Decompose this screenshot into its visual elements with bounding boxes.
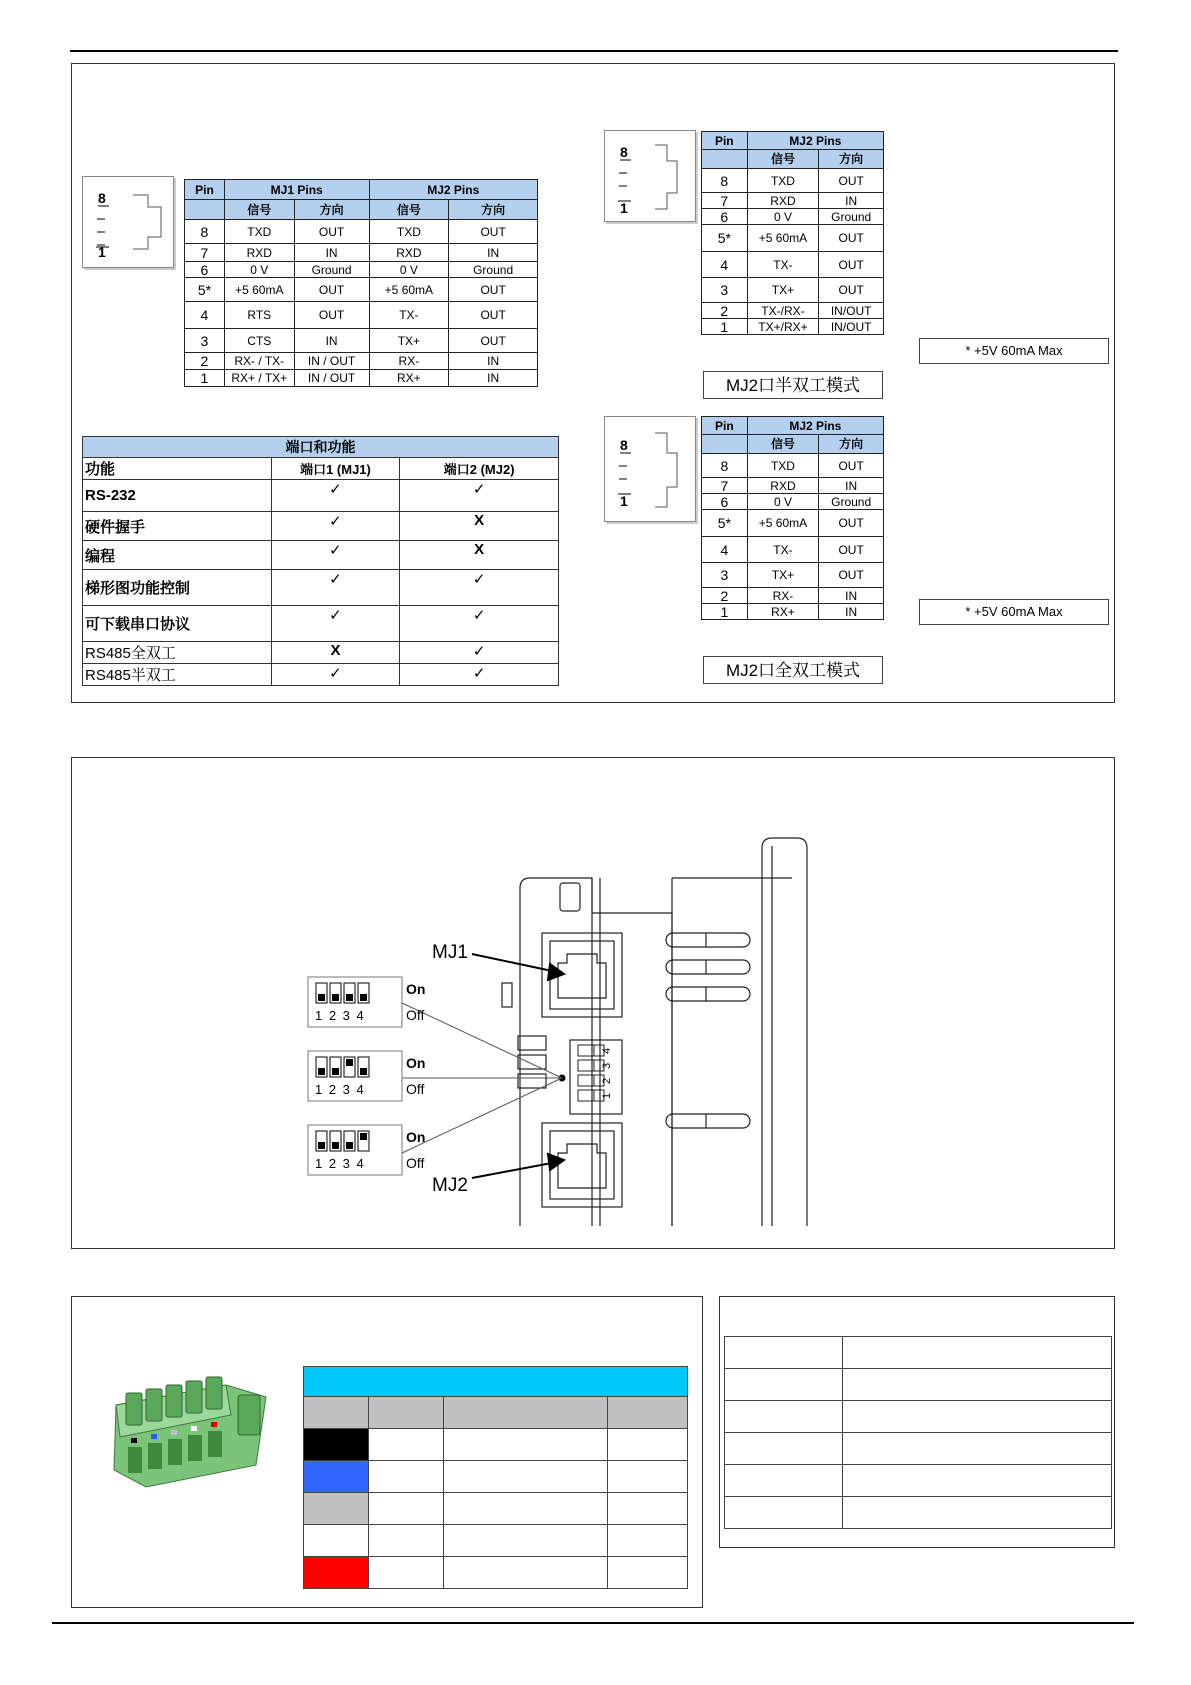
dip-switch-numbers: 1 2 3 4	[315, 1008, 366, 1023]
pin-number: 4	[702, 537, 748, 563]
mj2-signal: TX-	[369, 302, 449, 329]
half-duplex-mode-label: MJ2口半双工模式	[703, 371, 883, 399]
mj2-signal: TXD	[747, 169, 819, 193]
hdr-signal: 信号	[747, 150, 819, 169]
mj2-signal: TX+/RX+	[747, 319, 819, 335]
mj2-direction: OUT	[819, 225, 884, 252]
hdr-signal: 信号	[224, 200, 294, 220]
dip-switch-1	[308, 977, 425, 1027]
port1-support: ✓	[271, 570, 400, 606]
jack-pin-top-label: 8	[620, 437, 628, 453]
pin-row	[702, 225, 884, 252]
pin-row	[185, 302, 538, 329]
terminal-block-image	[106, 1375, 276, 1495]
pin-row	[702, 510, 884, 537]
mj1-direction: IN / OUT	[294, 353, 369, 370]
wire-color-swatch	[304, 1493, 369, 1525]
pin-number: 8	[185, 220, 225, 244]
mj1-signal: 0 V	[224, 262, 294, 278]
dip-onboard-num-2: 2	[601, 1077, 613, 1084]
wire-color-swatch	[304, 1525, 369, 1557]
function-name: 可下载串口协议	[83, 606, 272, 642]
port1-support: ✓	[271, 480, 400, 512]
pin-number: 1	[702, 604, 748, 620]
pin-number: 6	[702, 494, 748, 510]
full-duplex-mode-label: MJ2口全双工模式	[703, 656, 883, 684]
mj2-direction: IN	[819, 588, 884, 604]
pin-number: 2	[702, 588, 748, 604]
mj1-direction: IN	[294, 244, 369, 262]
mj2-arrow-label: MJ2	[432, 1175, 468, 1196]
mj2-signal: RX-	[747, 588, 819, 604]
hdr-direction: 方向	[819, 150, 884, 169]
wire-color-table	[303, 1366, 688, 1589]
pin-number: 3	[185, 329, 225, 353]
hdr-pin: Pin	[702, 132, 748, 150]
mj2-direction: IN/OUT	[819, 319, 884, 335]
wire-row	[304, 1525, 688, 1557]
mj2-signal: RXD	[747, 478, 819, 494]
mj1-direction: IN	[294, 329, 369, 353]
mj2-signal: RXD	[747, 193, 819, 209]
mj1-direction: OUT	[294, 278, 369, 302]
hdr-mj2-pins: MJ2 Pins	[369, 180, 538, 200]
mj2-signal: RX-	[369, 353, 449, 370]
dip-switch-diagram	[72, 758, 1113, 1247]
pin-number: 5*	[702, 510, 748, 537]
hdr-pin: Pin	[702, 417, 748, 435]
mj2-direction: Ground	[449, 262, 538, 278]
mj1-direction: Ground	[294, 262, 369, 278]
pin-row	[702, 303, 884, 319]
mj2-signal: 0 V	[369, 262, 449, 278]
mj2-signal: 0 V	[747, 494, 819, 510]
wire-color-swatch	[304, 1461, 369, 1493]
mj2-signal: TX-	[747, 252, 819, 278]
dip-onboard-num-1: 1	[601, 1092, 613, 1099]
jack-pin-top-label: 8	[98, 190, 106, 206]
port1-support: X	[271, 642, 400, 664]
mj1-direction: IN / OUT	[294, 370, 369, 387]
pin-number: 8	[702, 169, 748, 193]
mj2-direction: OUT	[449, 302, 538, 329]
hdr-direction: 方向	[294, 200, 369, 220]
mj2-direction: IN	[449, 353, 538, 370]
function-name: 梯形图功能控制	[83, 570, 272, 606]
pin-number: 5*	[702, 225, 748, 252]
mj2-direction: IN	[449, 244, 538, 262]
wire-color-swatch	[304, 1429, 369, 1461]
function-name: RS485全双工	[83, 642, 272, 664]
mj2-direction: OUT	[819, 537, 884, 563]
dip-onboard-num-4: 4	[601, 1047, 613, 1054]
off-label: Off	[406, 1007, 425, 1023]
mj2-signal: RX+	[369, 370, 449, 387]
mj2-direction: OUT	[819, 510, 884, 537]
mj2-direction: OUT	[449, 278, 538, 302]
mj2-direction: IN	[819, 478, 884, 494]
mj1-signal: RXD	[224, 244, 294, 262]
pin-row	[702, 193, 884, 209]
hdr-signal: 信号	[747, 435, 819, 454]
wire-table-header	[304, 1367, 688, 1397]
mj2-signal: TX-/RX-	[747, 303, 819, 319]
pin-number: 6	[702, 209, 748, 225]
terminal-wiring-panel	[71, 1296, 703, 1608]
mj2-signal: TX+	[747, 563, 819, 588]
port1-support: ✓	[271, 606, 400, 642]
pin-row	[702, 604, 884, 620]
pin-number: 4	[702, 252, 748, 278]
func-table-title: 端口和功能	[83, 437, 559, 458]
port1-support: ✓	[271, 664, 400, 686]
full-duplex-max-note: * +5V 60mA Max	[919, 599, 1109, 625]
port2-support: ✓	[400, 606, 559, 642]
jack-pin-top-label: 8	[620, 144, 628, 160]
function-row	[83, 512, 559, 541]
pin-row	[185, 329, 538, 353]
function-row	[83, 664, 559, 686]
pin-row	[702, 454, 884, 478]
function-row	[83, 570, 559, 606]
pin-row	[185, 278, 538, 302]
mj1-direction: OUT	[294, 302, 369, 329]
hdr-mj2-pins: MJ2 Pins	[747, 417, 883, 435]
pin-row	[702, 563, 884, 588]
mj1-signal: RX- / TX-	[224, 353, 294, 370]
wire-row	[304, 1557, 688, 1589]
mj1-direction: OUT	[294, 220, 369, 244]
pin-number: 7	[702, 478, 748, 494]
hdr-direction: 方向	[819, 435, 884, 454]
hdr-pin: Pin	[185, 180, 225, 200]
pin-number: 1	[702, 319, 748, 335]
rj45-jack-full	[604, 416, 696, 522]
port2-support: ✓	[400, 664, 559, 686]
function-name: 编程	[83, 541, 272, 570]
function-row	[83, 480, 559, 512]
pin-number: 3	[702, 278, 748, 303]
pin-number: 3	[702, 563, 748, 588]
dip-switch-panel	[71, 757, 1115, 1249]
pin-number: 7	[702, 193, 748, 209]
mj1-signal: +5 60mA	[224, 278, 294, 302]
pin-row	[185, 353, 538, 370]
dip-switch-2	[308, 1051, 425, 1101]
mj1-signal: CTS	[224, 329, 294, 353]
pin-number: 4	[185, 302, 225, 329]
mj2-direction: OUT	[819, 563, 884, 588]
mj2-signal: +5 60mA	[369, 278, 449, 302]
pin-number: 6	[185, 262, 225, 278]
dip-onboard-num-3: 3	[601, 1062, 613, 1069]
mj2-signal: TXD	[747, 454, 819, 478]
mj2-signal: TX-	[747, 537, 819, 563]
mj1-mj2-pin-table	[184, 179, 538, 387]
rj45-jack-half	[604, 130, 696, 222]
mj2-signal: TX+	[369, 329, 449, 353]
pin-row	[185, 262, 538, 278]
empty-grid-panel	[719, 1296, 1115, 1548]
pin-number: 2	[702, 303, 748, 319]
pin-row	[702, 494, 884, 510]
mj2-signal: RX+	[747, 604, 819, 620]
jack-pin-bottom-label: 1	[620, 200, 628, 216]
mj1-signal: RX+ / TX+	[224, 370, 294, 387]
pin-row	[702, 537, 884, 563]
col-function: 功能	[83, 458, 272, 480]
mj1-arrow-label: MJ1	[432, 942, 468, 963]
pin-number: 7	[185, 244, 225, 262]
pin-row	[702, 478, 884, 494]
hdr-mj2-pins: MJ2 Pins	[747, 132, 883, 150]
off-label: Off	[406, 1155, 425, 1171]
function-name: RS485半双工	[83, 664, 272, 686]
pin-row	[702, 169, 884, 193]
port-function-table	[82, 436, 559, 686]
on-label: On	[406, 981, 426, 997]
col-port2: 端口2 (MJ2)	[400, 458, 559, 480]
mj2-signal: 0 V	[747, 209, 819, 225]
mj1-signal: TXD	[224, 220, 294, 244]
header-rule	[70, 50, 1118, 52]
jack-pin-bottom-label: 1	[620, 493, 628, 509]
dip-switch-numbers: 1 2 3 4	[315, 1156, 366, 1171]
mj2-direction: Ground	[819, 209, 884, 225]
function-name: RS-232	[83, 480, 272, 512]
on-label: On	[406, 1129, 426, 1145]
mj2-half-duplex-table	[701, 131, 884, 335]
mj2-direction: OUT	[819, 252, 884, 278]
hdr-mj1-pins: MJ1 Pins	[224, 180, 369, 200]
pin-number: 1	[185, 370, 225, 387]
wire-row	[304, 1493, 688, 1525]
pin-row	[702, 319, 884, 335]
mj2-direction: IN	[449, 370, 538, 387]
wire-color-swatch	[304, 1557, 369, 1589]
mj2-signal: +5 60mA	[747, 225, 819, 252]
half-duplex-max-note: * +5V 60mA Max	[919, 338, 1109, 364]
pin-row	[185, 370, 538, 387]
col-port1: 端口1 (MJ1)	[271, 458, 400, 480]
function-row	[83, 606, 559, 642]
on-label: On	[406, 1055, 426, 1071]
mj2-direction: IN	[819, 604, 884, 620]
pin-row	[702, 209, 884, 225]
pin-row	[185, 220, 538, 244]
hdr-direction: 方向	[449, 200, 538, 220]
port2-support: ✓	[400, 480, 559, 512]
port2-support: X	[400, 512, 559, 541]
pin-number: 5*	[185, 278, 225, 302]
mj2-direction: OUT	[819, 169, 884, 193]
pin-number: 2	[185, 353, 225, 370]
mj2-direction: IN	[819, 193, 884, 209]
pin-row	[185, 244, 538, 262]
wire-row	[304, 1461, 688, 1493]
mj2-direction: OUT	[819, 278, 884, 303]
mj2-signal: TX+	[747, 278, 819, 303]
hdr-signal: 信号	[369, 200, 449, 220]
port2-support: ✓	[400, 642, 559, 664]
port1-support: ✓	[271, 541, 400, 570]
function-row	[83, 541, 559, 570]
wire-row	[304, 1429, 688, 1461]
pin-row	[702, 252, 884, 278]
pin-row	[702, 278, 884, 303]
jack-pin-bottom-label: 1	[98, 244, 106, 260]
footer-rule	[52, 1622, 1134, 1624]
mj2-signal: +5 60mA	[747, 510, 819, 537]
mj1-signal: RTS	[224, 302, 294, 329]
rj45-jack-mj	[82, 176, 174, 268]
mj2-full-duplex-table	[701, 416, 884, 620]
mj2-direction: OUT	[449, 329, 538, 353]
port1-support: ✓	[271, 512, 400, 541]
dip-switch-numbers: 1 2 3 4	[315, 1082, 366, 1097]
pinout-panel	[71, 63, 1115, 703]
empty-spec-table	[724, 1336, 1112, 1529]
mj2-signal: TXD	[369, 220, 449, 244]
mj2-direction: IN/OUT	[819, 303, 884, 319]
mj2-direction: OUT	[819, 454, 884, 478]
mj2-direction: Ground	[819, 494, 884, 510]
mj2-signal: RXD	[369, 244, 449, 262]
off-label: Off	[406, 1081, 425, 1097]
pin-row	[702, 588, 884, 604]
port2-support: ✓	[400, 570, 559, 606]
pin-number: 8	[702, 454, 748, 478]
mj2-direction: OUT	[449, 220, 538, 244]
function-name: 硬件握手	[83, 512, 272, 541]
function-row	[83, 642, 559, 664]
port2-support: X	[400, 541, 559, 570]
